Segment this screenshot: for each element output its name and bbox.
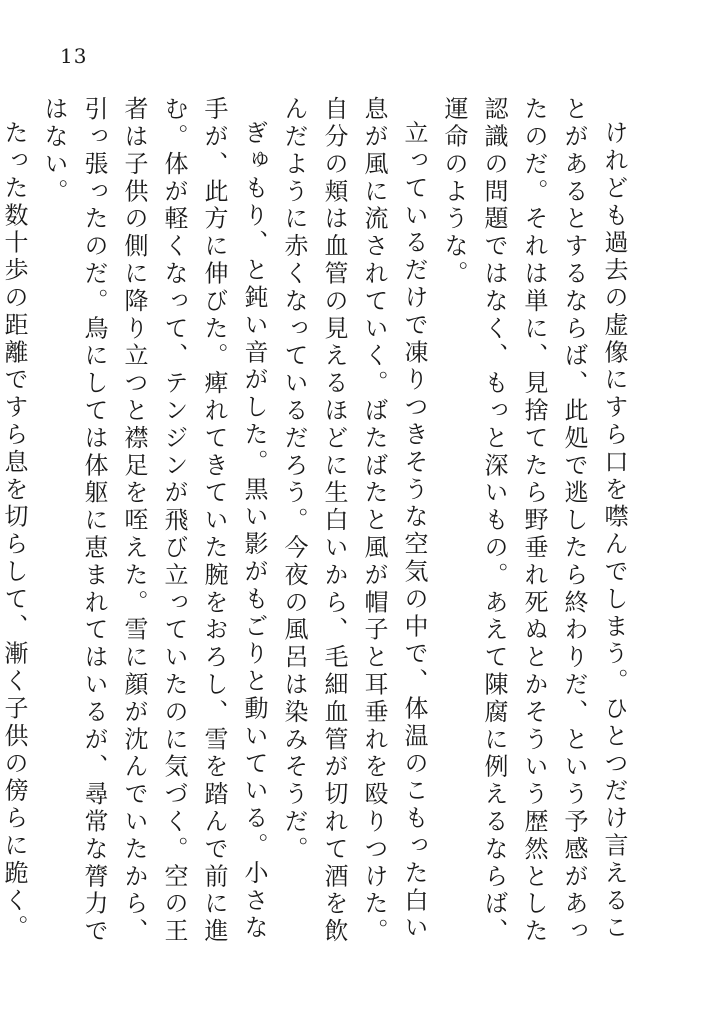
paragraph: 立っているだけで凍りつきそうな空気の中で、体温のこもった白い息が風に流されていく。ばたばたと風が帽子と耳垂れを殴りつけた。自分の頬は血管の見えるほどに生白いから、毛細血管が切れて酒を飲んだように赤くなっているだろう。今夜の風呂は染みそうだ。 xyxy=(280,96,428,946)
paragraph: たった数十歩の距離ですら息を切らして、漸く子供の傍らに跪く。 xyxy=(0,120,28,942)
paragraph: ぎゅもり、と鈍い音がした。黒い影がもごりと動いている。小さな手が、此方に伸びた。痺れてきていた腕をおろし、雪を踏んで前に進む。体が軽くなって、テンジンが飛び立っていたのに気づく。空の王者は子供の側に降り立つと襟足を咥えた。雪に顔が沈んでいたから、引っ張ったのだ。鳥にしては体躯に恵まれてはいるが、尋常な膂力ではない。 xyxy=(40,96,268,946)
body-text xyxy=(0,96,634,956)
page-number: 13 xyxy=(60,44,88,68)
paragraph: けれども過去の虚像にすら口を噤んでしまう。ひとつだけ言えることがあるとするならば、此処で逃したら終わりだ、という予感があったのだ。それは単に、見捨てたら野垂れ死ぬとかそういう歴然とした認識の問題ではなく、もっと深いもの。あえて陳腐に例えるならば、運命のような。 xyxy=(440,96,628,946)
